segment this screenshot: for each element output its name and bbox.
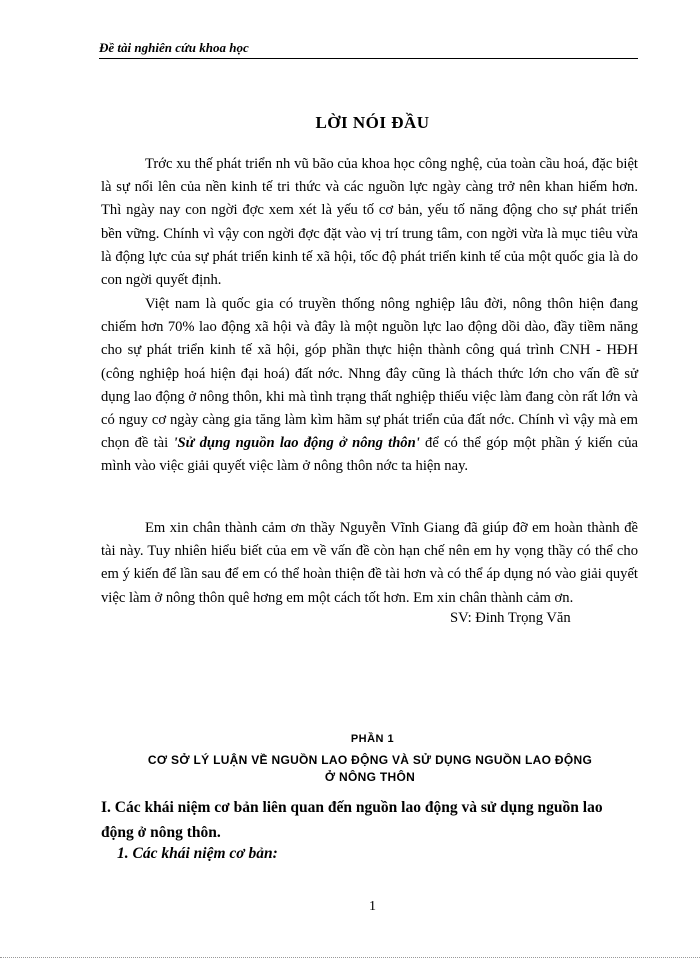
paragraph-text: Việt nam là quốc gia có truyền thống nông nghiệp lâu đời, nông thôn hiện đang chiếm hơn 70% lao động xã hội và đây là một nguồn lực lao động dồi dào, đầy tiềm năng cho sự phát triển kinh tế xã hội, góp phần thực hiện thành công quá trình CNH - HĐH (công nghiệp hoá hiện đại hoá) đất nớc. Nhng đây cũng là thách thức lớn cho vấn đề sử dụng lao động ở nông thôn, khi mà tình trạng thất nghiệp thiếu việc làm đang còn rất lớn và có nguy cơ ngày càng gia tăng làm kìm hãm sự phát triển của đất nớc. Chính vì vậy mà em chọn đề tài [101,296,638,452]
page-number: 1 [369,899,376,914]
part-title [110,752,630,786]
header-rule [99,58,638,59]
paragraph-text: Trớc xu thế phát triển nh vũ bão của khoa học công nghệ, của toàn cầu hoá, đặc biệt là sự nổi lên của nền kinh tế tri thức và các nguồn lực ngày càng trở nên khan hiếm hơn. Thì ngày nay con ngời đợc xem xét là yếu tố cơ bản, yếu tố năng động cho sự phát triển bền vững. Chính vì vậy con ngời đợc đặt vào vị trí trung tâm, con ngời vừa là mục tiêu vừa là động lực của sự phát triển kinh tế xã hội, tốc độ phát triển kinh tế của một quốc gia là do con ngời quyết định. [101,156,638,289]
part-title-line-1: CƠ SỞ LÝ LUẬN VỀ NGUỒN LAO ĐỘNG VÀ SỬ DỤNG NGUỒN LAO ĐỘNG [147,753,593,767]
page-title: LỜI NÓI ĐẦU [315,113,430,132]
part-title-line-2: Ở NÔNG THÔN [324,770,416,784]
paragraph-text: Em xin chân thành cảm ơn thầy Nguyễn Vĩnh Giang đã giúp đỡ em hoàn thành đề tài này. Tuy nhiên hiểu biết của em về vấn đề còn hạn chế nên em hy vọng thầy có thể cho em ý kiến để lần sau để em có thể hoàn thiện đề tài hơn và có thể áp dụng nó vào giải quyết việc làm ở nông thôn quê hơng em một cách tốt hơn. Em xin chân thành cảm ơn. [101,520,638,606]
section-heading: I. Các khái niệm cơ bản liên quan đến nguồn lao động và sử dụng nguồn lao động ở nông thôn. [101,799,603,841]
subsection-heading: 1. Các khái niệm cơ bản: [117,845,278,862]
paragraph-text: để có thể góp một phần ý kiến của mình vào việc giải quyết việc làm ở nông thôn nớc ta hiện nay. [101,435,638,475]
part-label: PHẦN 1 [350,733,395,745]
intro-paragraph-1 [101,153,638,292]
running-header: Đề tài nghiên cứu khoa học [99,40,249,55]
intro-paragraph-3 [101,517,638,610]
signature: SV: Đinh Trọng Văn [450,610,571,626]
topic-title-emphasis: 'Sử dụng nguồn lao động ở nông thôn' [173,435,420,452]
page-edge-rule [0,957,700,958]
intro-paragraph-2 [101,293,638,479]
